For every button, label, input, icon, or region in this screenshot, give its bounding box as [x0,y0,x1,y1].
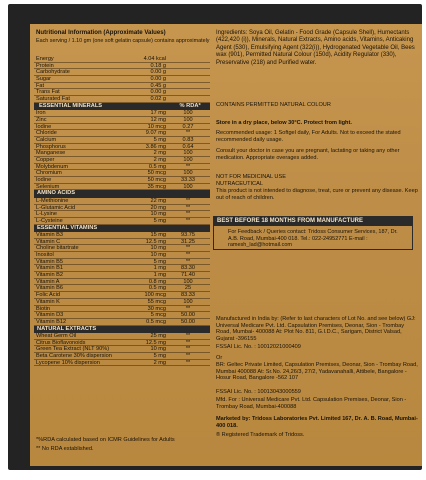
nutrient-amount: 0.5 mcg [146,318,166,325]
section-header [34,225,210,232]
marketed-by-text: Marketed by: Tridoss Laboratories Pvt. Limited 167, Dr. A. B. Road, Mumbai-400 018. [216,416,418,429]
nutrient-amount: 12.5 mg [145,238,166,245]
nutrient-amount: 0.5 mg [148,163,166,170]
nutrient-rda: 71.40 [181,272,195,278]
nutrient-name: Biotin [36,305,50,312]
nutrient-amount: 50 mcg [147,177,166,183]
ingredients-text: Ingredients: Soya Oil, Gelatin - Food Grade (Capsule Shell), Humectants (422,420 (i)), Minerals, Natural Extracts, Amino acids, Vitamins, Anticaking Agent (530), Emulsifying Agent (322(i)), Hydrogenated Vegetable Oil, Bees wax (901), Permitted Natural Colour (150d), Acidity Regulator (330), Preservative (218) and Purified water. [216,30,415,66]
section-header [34,326,210,333]
nutrient-row [34,124,210,131]
nutrient-amount: 12 mg [150,116,166,123]
nutrient-name: Calcium [36,136,57,143]
nutrient-rda [168,76,208,82]
nutrient-name: Iron [36,110,46,116]
nutrient-row [34,299,210,306]
nutrient-name: Vitamin B6 [36,285,63,292]
nutrient-rda: 83.33 [181,292,195,298]
nutrient-rda: 83.30 [181,265,195,272]
nutrient-row [34,272,210,279]
nutrient-rda: 100 [183,110,193,116]
nutrient-row [34,211,210,218]
nutrient-name: Chloride [36,130,57,136]
or-text: Or [216,355,223,361]
nutrient-name: Lycopene 10% dispersion [36,359,100,366]
feedback-text: For Feedback / Queries contact: Tridoss Consumer Services, 187, Dr. A.B. Road, Mumbai-400 018. Tel.: 022-24952771 E-mail : ramesh_lad@hotmail.com [228,229,398,249]
nutrient-row [34,144,210,151]
nutrient-amount: 2 mg [153,359,166,366]
nutrient-name: Inositol [36,252,54,258]
section-title: NATURAL EXTRACTS [37,325,97,332]
nutrient-row [34,232,210,239]
nutrition-title: Nutritional Information (Approximate Values) [36,29,166,36]
nutrient-rda: ** [185,130,191,136]
nutrient-name: Vitamin B12 [36,318,67,325]
nutrient-amount: 10 mg [150,346,166,353]
nutrient-row [34,117,210,124]
nutrient-row [34,89,210,96]
nutrient-row [34,137,210,144]
nutrient-amount: 0.00 g [150,69,166,76]
nutrient-row [34,150,210,157]
nutrient-row [34,346,210,353]
nutrient-rda: 100 [183,278,193,285]
branch-text: BR: Geltec Private Limited, Capsulation Premises, Deonar, Sion - Trombay Road, Mumbai 400088 At: Sr.No. 24,26/3, 27/2, Yadavanahalli, Attibele, Bangalore - Hosur Road, Bangalore -562 107 [216,362,418,382]
nutrient-name: L-Glutamic Acid [36,204,76,211]
nutrient-rda: 100 [183,170,193,177]
nutrient-amount: 0.00 g [150,76,166,82]
nutrient-rda: ** [185,252,191,258]
nutrient-amount: 0.45 g [150,82,166,89]
nutrient-rda: ** [185,197,191,204]
nutrient-row [34,333,210,340]
disclaimer-text: This product is not intended to diagnose, treat, cure or prevent any disease. Keep out of reach of children. [216,188,418,201]
nutrient-name: Chromium [36,170,62,177]
fssai-license-2: FSSAI Lic. No. : 10013043000559 [216,389,301,395]
nutrient-amount: 22 mg [150,197,166,204]
nutrient-row [34,319,210,326]
best-before-box [213,216,413,250]
nutrient-name: Wheat Germ Oil [36,333,77,339]
nutrient-row [34,96,210,103]
nutrient-name: Vitamin B1 [36,265,63,272]
section-title [125,103,171,110]
nutrition-subtitle: Each serving / 1.10 gm (one soft gelatin capsule) contains approximately [36,38,210,44]
nutrient-rda [168,96,208,102]
nutrient-amount: 4.04 kcal [143,56,166,62]
nutrient-name: Iodine [36,123,52,130]
nutrient-amount: 50 mcg [147,170,166,177]
nutrient-rda [168,83,208,89]
nutrient-rda: ** [185,163,191,170]
nutrient-name: Vitamin C [36,238,61,245]
nutrient-name: Saturated Fat [36,96,70,102]
nutrient-rda: 100 [183,298,193,305]
nutrient-rda: ** [185,305,191,312]
nutrient-name: Vitamin K [36,298,60,305]
section-title: AMINO ACIDS [37,190,76,197]
nutrient-row [34,110,210,117]
nutrient-row [34,259,210,266]
nutrient-amount: 3.86 mg [145,143,166,150]
nutrient-rda: 93.75 [181,231,195,238]
nutrient-rda: ** [185,346,191,353]
nutrient-amount: 0.02 g [150,96,166,102]
nutrient-row [34,312,210,319]
nutrient-rda: 100 [183,150,193,157]
nutrient-row [34,170,210,177]
nutrient-row [34,340,210,347]
nutrient-row [34,177,210,184]
nutrient-rda: 50.00 [181,312,195,318]
nutrient-rda: ** [185,333,191,339]
nutrient-name: Manganese [36,150,66,157]
nutrient-amount: 5 mg [153,217,166,224]
nutrient-row [34,239,210,246]
nutrient-name: Vitamin B3 [36,231,63,238]
nutrient-row [34,130,210,137]
product-box [8,4,422,470]
nutrient-row [34,157,210,164]
nutrient-amount: 5 mcg [150,312,166,318]
nutrient-name: Energy [36,56,54,62]
nutrient-name: Zinc [36,116,47,123]
nutrient-rda: 100 [183,157,193,163]
section-title: ESSENTIAL MINERALS [39,102,103,109]
nutrient-name: Phosphorus [36,143,66,150]
nutrient-row [34,164,210,171]
nutrient-amount: 0.5 mg [148,285,166,292]
nutrient-rda: 50.00 [181,318,195,325]
section-title: % RDA* [179,102,201,109]
nutrient-row [34,83,210,90]
nutrient-name: Vitamin B2 [36,272,63,278]
nutrient-amount: 30 mcg [147,305,166,312]
nutrient-name: Fat [36,82,45,89]
trademark-text: ® Registered Trademark of Tridoss. [216,432,305,438]
nutrient-rda: 0.64 [182,143,194,150]
nutrient-row [34,292,210,299]
manufacturer-text: Manufactured in India by: (Refer to last characters of Lot No. and see below) GJ: Universal Medicare Pvt. Ltd. Capsulation Premises, Deonar, Sion - Trombay Road, Mumbai- 400088 At: Plot No. 811, G.I.D.C., Sarigam, District Valsad, Gujarat -396155 [216,316,416,342]
nutrient-name: Iodine [36,177,52,183]
nutrient-amount: 5 mg [153,136,166,143]
nutrient-amount: 1 mg [153,272,166,278]
best-before-label: BEST BEFORE 18 MONTHS FROM MANUFACTURE [214,217,412,226]
footnote-rda: *%RDA calculated based on ICMR Guidelines for Adults [36,437,175,443]
nutrient-amount: 5 mg [153,258,166,265]
nutrient-amount: 10 mcg [147,123,166,130]
nutrient-amount: 9.07 mg [145,130,166,136]
nutrient-row [34,218,210,225]
nutrient-row [34,205,210,212]
label-panel [30,24,422,466]
nutrient-name: Carbohydrate [36,69,70,76]
nutrient-rda: ** [185,258,191,265]
nutrient-name: Vitamin D3 [36,312,64,318]
nutrient-row [34,285,210,292]
nutrient-name: Protein [36,62,54,69]
nutrient-name: Selenium [36,183,60,190]
nutrient-row [34,63,210,70]
nutrient-rda: ** [185,211,191,217]
nutrient-rda: 100 [183,183,193,190]
nutrient-row [34,353,210,360]
nutrient-amount: 10 mg [150,211,166,217]
nutrient-name: Vitamin A [36,278,60,285]
nutrient-name: Vitamin B5 [36,258,63,265]
nutrient-name: L-Lysine [36,211,57,217]
nutrient-name: Copper [36,157,55,163]
nutrient-rda: 100 [183,116,193,123]
nutrient-rda: 31.25 [181,238,195,245]
nutrient-row [34,252,210,259]
nutrient-amount: 0.8 mg [148,278,166,285]
nutrient-rda: ** [185,217,191,224]
storage-text: Store in a dry place, below 30°C. Protect from light. [216,120,352,126]
nutrient-rda: 0.83 [182,136,194,143]
nutrient-row [34,198,210,205]
contains-text: CONTAINS PERMITTED NATURAL COLOUR [216,102,331,108]
nutrient-amount: 0.00 g [150,89,166,96]
nutrient-rda: ** [185,245,191,252]
nutrient-name: Citrus Bioflavonoids [36,339,86,346]
nutrient-rda: 0.27 [182,123,194,130]
nutrient-row [34,279,210,286]
nutrient-rda: 25 [184,285,192,292]
section-header [34,103,210,110]
nutrient-name: L-Methionine [36,197,69,204]
footnote-no-rda: ** No RDA established. [36,446,94,452]
nutrient-amount: 12.5 mg [145,339,166,346]
consult-text: Consult your doctor in case you are pregnant, lactating or taking any other medication. Appropriate overages added. [216,148,400,161]
nutrient-rda [168,89,208,95]
nutrient-rda [168,56,208,62]
nutrient-row [34,265,210,272]
nutrient-amount: 10 mg [150,245,166,252]
nutrient-rda: ** [185,353,191,359]
nutrient-rda: ** [185,359,191,366]
fssai-license-1: FSSAI Lic. No. : 10012021000409 [216,344,301,350]
usage-text: Recommended usage: 1 Softgel daily, For Adults. Not to exceed the stated recommended daily usage. [216,130,401,143]
section-title: ESSENTIAL VITAMINS [37,224,98,231]
nutrient-name: Folic Acid [36,292,60,298]
nutrient-amount: 10 mg [150,252,166,258]
nutrient-name: Trans Fat [36,89,60,96]
nutrient-row [34,245,210,252]
nutrient-amount: 1 mg [153,265,166,272]
nutrition-table [34,56,210,366]
nutrient-amount: 100 mcg [144,292,166,298]
nutrient-amount: 0.18 g [150,62,166,69]
nutrient-amount: 35 mcg [147,183,166,190]
nutrient-amount: 17 mg [150,110,166,116]
nutrient-name: Choline bitartrate [36,245,79,252]
not-medicinal-text: NOT FOR MEDICINAL USE [216,174,286,180]
nutrient-amount: 2 mg [153,150,166,157]
nutrient-rda [168,69,208,75]
nutrient-amount: 55 mcg [147,298,166,305]
nutrient-amount: 15 mg [150,231,166,238]
nutrient-amount: 20 mg [150,204,166,211]
nutraceutical-text: NUTRACEUTICAL [216,181,263,187]
nutrient-rda: ** [185,204,191,211]
nutrient-row [34,69,210,76]
nutrient-row [34,360,210,367]
section-header [34,190,210,197]
nutrient-row [34,56,210,63]
nutrient-name: Molybdenum [36,163,69,170]
nutrient-rda [168,63,208,69]
nutrient-amount: 25 mg [150,333,166,339]
nutrient-name: Green Tea Extract (NLT 90%) [36,346,110,353]
nutrient-rda: ** [185,339,191,346]
nutrient-name: L-Cysteine [36,217,63,224]
nutrient-row [34,184,210,191]
nutrient-amount: 5 mg [153,353,166,359]
nutrient-name: Sugar [36,76,51,82]
nutrient-row [34,76,210,83]
nutrient-rda: 33.33 [181,177,195,183]
mfd-for-text: Mfd. For : Universal Medicare Pvt. Ltd. Capsulation Premises, Deonar, Sion - Trombay Road, Mumbai-400088 [216,397,407,410]
nutrient-name: Beta Carotene 30% dispersion [36,353,112,359]
nutrient-row [34,306,210,313]
nutrient-amount: 2 mg [153,157,166,163]
